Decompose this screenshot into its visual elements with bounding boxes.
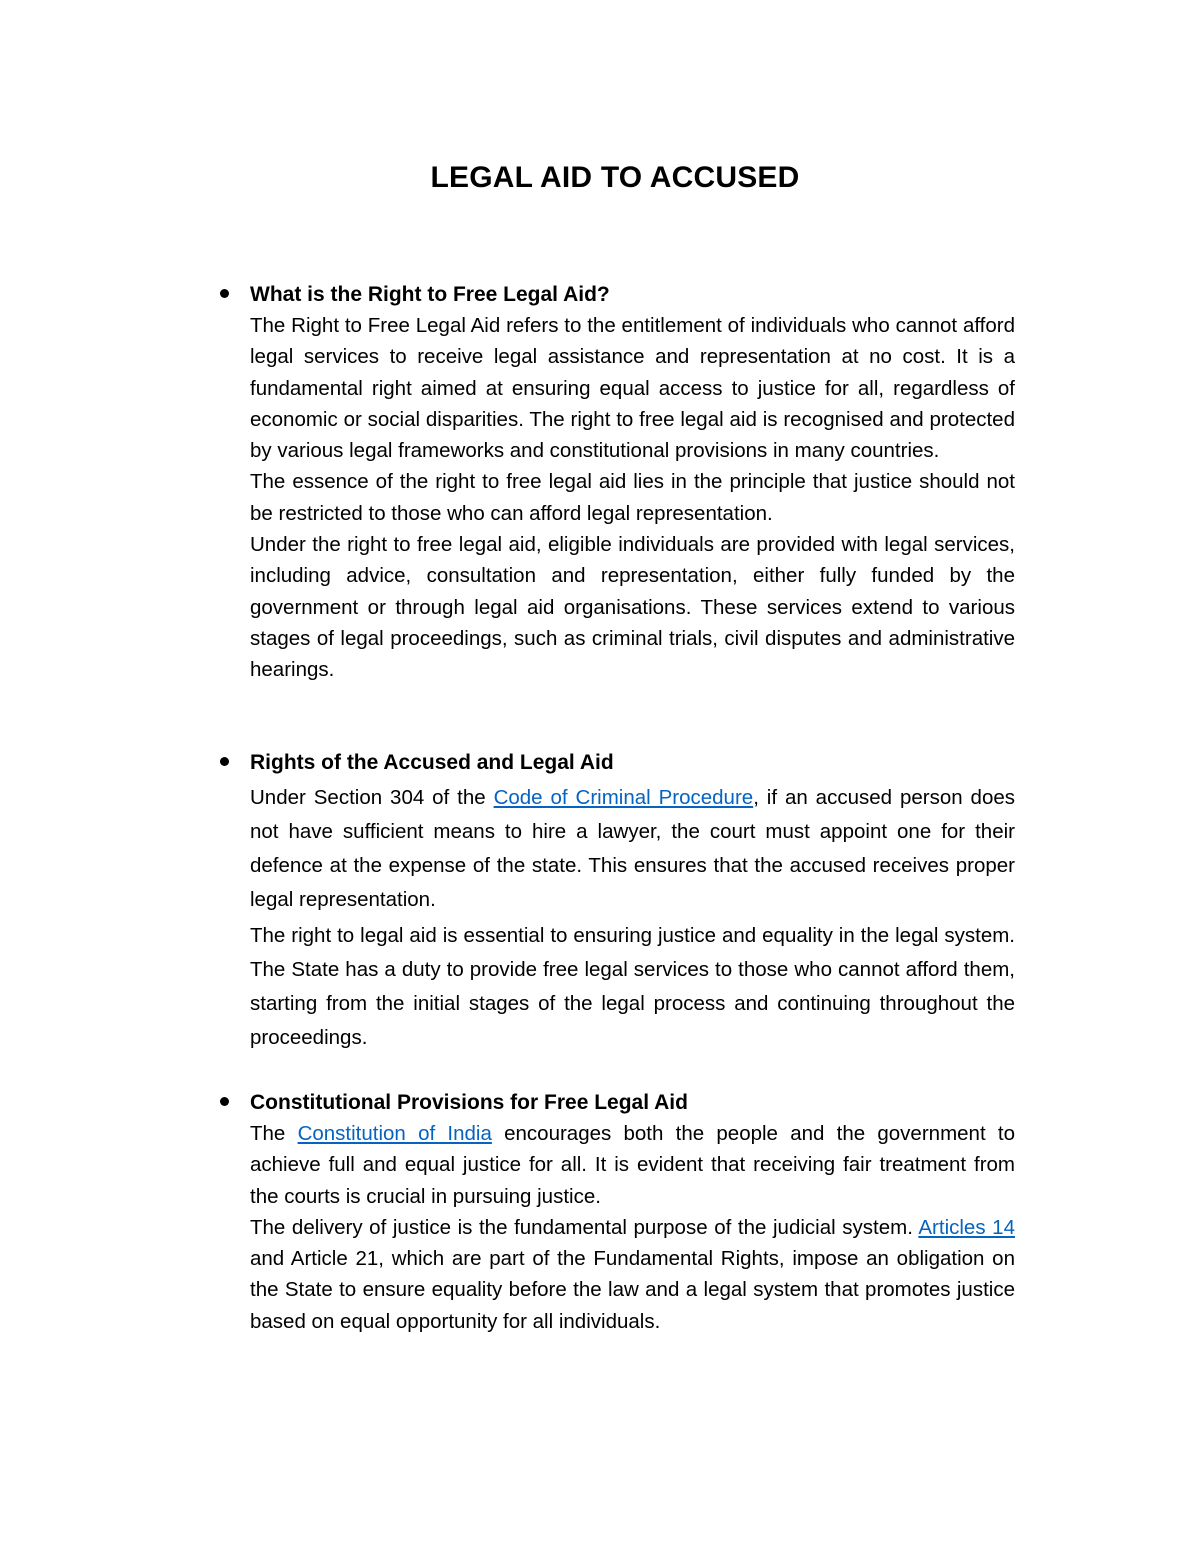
constitution-of-india-link[interactable]: Constitution of India (297, 1122, 492, 1145)
articles-14-link[interactable]: Articles 14 (918, 1215, 1015, 1239)
paragraph-text: encourages both the people and the government to achieve full and equal justice for all. It is evident that receiving fair treatment from the courts is crucial in pursuing justice. (250, 1122, 1015, 1208)
paragraph-text: The (250, 1122, 298, 1145)
paragraph: The right to legal aid is essential to ensuring justice and equality in the legal system. The State has a duty to provide free legal services to those who cannot afford them, starting from the initial stages of the legal process and continuing throughout the proceedings. (250, 924, 1015, 1049)
paragraph (250, 1118, 1015, 1212)
bullet-icon (220, 1097, 229, 1106)
section-heading: Rights of the Accused and Legal Aid (250, 751, 614, 774)
section-rights-of-accused (250, 747, 1015, 1055)
code-of-criminal-procedure-link[interactable]: Code of Criminal Procedure (493, 786, 754, 809)
paragraph (250, 781, 1015, 917)
page-title: LEGAL AID TO ACCUSED (430, 161, 800, 195)
paragraph-text: and Article 21, which are part of the Fundamental Rights, impose an obligation on the State to ensure equality before the law and a legal system that promotes justice based on equal opportunity for all individuals. (250, 1247, 1015, 1333)
paragraph: The essence of the right to free legal aid lies in the principle that justice should not be restricted to those who can afford legal representation. (250, 470, 1015, 525)
paragraph: The Right to Free Legal Aid refers to the entitlement of individuals who cannot afford legal services to receive legal assistance and representation at no cost. It is a fundamental right aimed at ensuring equal access to justice for all, regardless of economic or social disparities. The right to free legal aid is recognised and protected by various legal frameworks and constitutional provisions in many countries. (250, 314, 1015, 463)
bullet-icon (220, 757, 229, 766)
paragraph-text: , if an accused person does not have sufficient means to hire a lawyer, the court must appoint one for their defence at the expense of the state. This ensures that the accused receives proper legal representation. (250, 786, 1015, 911)
paragraph-text: The delivery of justice is the fundamental purpose of the judicial system. (250, 1215, 919, 1239)
section-heading: Constitutional Provisions for Free Legal Aid (250, 1091, 688, 1114)
section-constitutional-provisions (250, 1087, 1015, 1337)
section-right-to-free-legal-aid (250, 279, 1015, 686)
paragraph-text: Under Section 304 of the (250, 786, 494, 809)
bullet-icon (220, 289, 229, 298)
section-heading: What is the Right to Free Legal Aid? (250, 283, 610, 306)
paragraph: Under the right to free legal aid, eligible individuals are provided with legal services, including advice, consultation and representation, either fully funded by the government or through legal aid organisations. These services extend to various stages of legal proceedings, such as criminal trials, civil disputes and administrative hearings. (250, 533, 1015, 682)
paragraph (250, 1212, 1015, 1337)
